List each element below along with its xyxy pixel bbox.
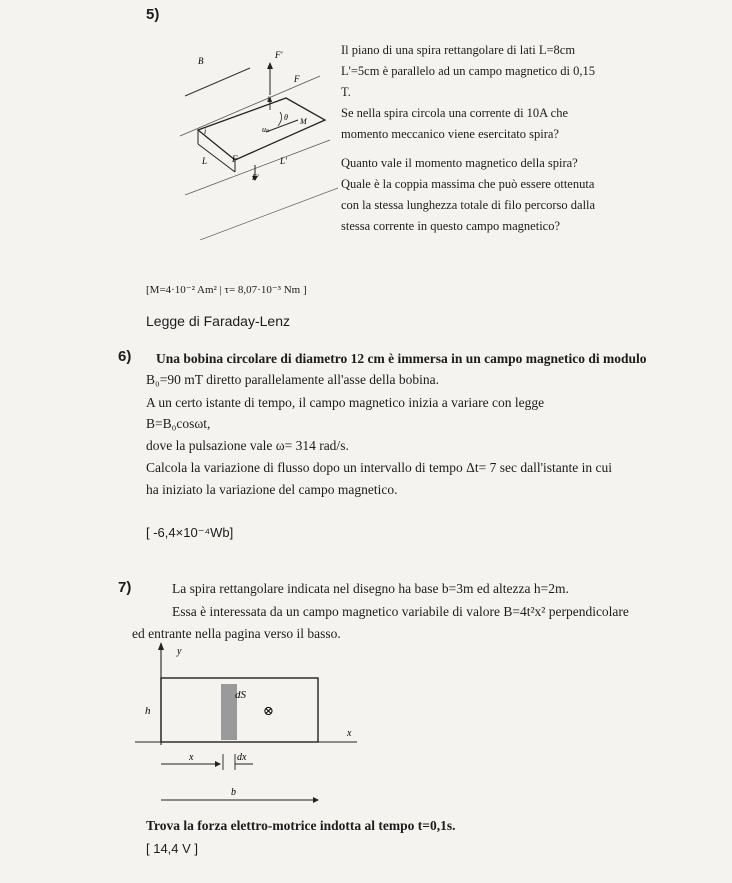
p6-line-4: B=B₀cosωt, xyxy=(146,416,211,431)
p5-line-2: L'=5cm è parallelo ad un campo magnetico di 0,15 xyxy=(341,64,596,78)
label-M: M xyxy=(300,117,307,126)
p5-line-9: stessa corrente in questo campo magnetico? xyxy=(341,219,561,233)
label-x-axis: x xyxy=(347,728,352,739)
p5-line-6: Quanto vale il momento magnetico della spira? xyxy=(341,156,578,170)
p5-line-5: momento meccanico viene esercitato spira? xyxy=(341,127,559,141)
p5-line-1: Il piano di una spira rettangolare di lati L=8cm xyxy=(341,43,576,57)
label-F-mid: F xyxy=(294,74,300,84)
p6-line-6: Calcola la variazione di flusso dopo un intervallo di tempo Δt= 7 sec dall'istante in cui xyxy=(146,460,612,475)
label-i-left: i xyxy=(204,127,207,136)
problem-7-answer: [ 14,4 V ] xyxy=(146,841,199,856)
p6-line-3: A un certo istante di tempo, il campo magnetico inizia a variare con legge xyxy=(146,395,545,410)
section-title: Legge di Faraday-Lenz xyxy=(146,313,290,329)
label-b: b xyxy=(231,787,236,798)
label-F-top: F' xyxy=(275,50,283,60)
label-B: B xyxy=(198,56,204,66)
problem-5-text xyxy=(341,40,595,237)
problem-7-question: Trova la forza elettro-motrice indotta al tempo t=0,1s. xyxy=(146,818,456,833)
label-dS: dS xyxy=(235,689,246,701)
label-theta: θ xyxy=(284,113,288,122)
p6-line-1: Una bobina circolare di diametro 12 cm è immersa in un campo magnetico di modulo xyxy=(156,351,647,366)
label-L: L xyxy=(202,156,208,166)
p5-line-3: T. xyxy=(341,85,351,99)
label-F-bottom: F' xyxy=(252,173,259,182)
loop-rectangle xyxy=(161,678,318,742)
p6-line-5: dove la pulsazione vale ω= 314 rad/s. xyxy=(146,438,349,453)
rectangular-loop-figure xyxy=(125,640,365,810)
problem-7-number: 7) xyxy=(118,579,132,596)
label-L-prime: L' xyxy=(280,156,287,166)
p6-line-7: ha iniziato la variazione del campo magnetico. xyxy=(146,482,398,497)
label-x: x xyxy=(189,752,194,763)
label-i-up: i xyxy=(267,95,270,104)
p5-line-8: con la stessa lunghezza totale di filo percorso dalla xyxy=(341,198,596,212)
p7-line-2: Essa è interessata da un campo magnetico variabile di valore B=4t²x² perpendicolare xyxy=(172,604,629,619)
label-h: h xyxy=(145,705,151,717)
problem-5-number: 5) xyxy=(146,6,160,23)
spira-torque-figure xyxy=(170,40,345,240)
into-page-symbol: ⊗ xyxy=(263,703,274,718)
problem-6-answer: [ -6,4×10⁻⁴Wb] xyxy=(146,525,234,540)
problem-5-answer: [M=4·10⁻² Am² | τ= 8,07·10⁻³ Nm ] xyxy=(146,284,307,296)
field-line-3 xyxy=(200,188,338,240)
p7-line-3: ed entrante nella pagina verso il basso. xyxy=(132,626,341,641)
label-y: y xyxy=(177,646,182,657)
field-line-4 xyxy=(185,140,330,195)
p6-line-2: B₀=90 mT diretto parallelamente all'asse della bobina. xyxy=(146,372,440,387)
field-line-1 xyxy=(185,68,250,96)
label-dx: dx xyxy=(237,752,247,763)
p7-line-1: La spira rettangolare indicata nel disegno ha base b=3m ed altezza h=2m. xyxy=(172,581,569,596)
p5-line-7: Quale è la coppia massima che può essere ottenuta xyxy=(341,177,595,191)
p5-line-4: Se nella spira circola una corrente di 10A che xyxy=(341,106,568,120)
label-F-low: F xyxy=(232,154,238,164)
problem-6-number: 6) xyxy=(118,348,132,365)
label-un: uₙ xyxy=(262,125,270,134)
